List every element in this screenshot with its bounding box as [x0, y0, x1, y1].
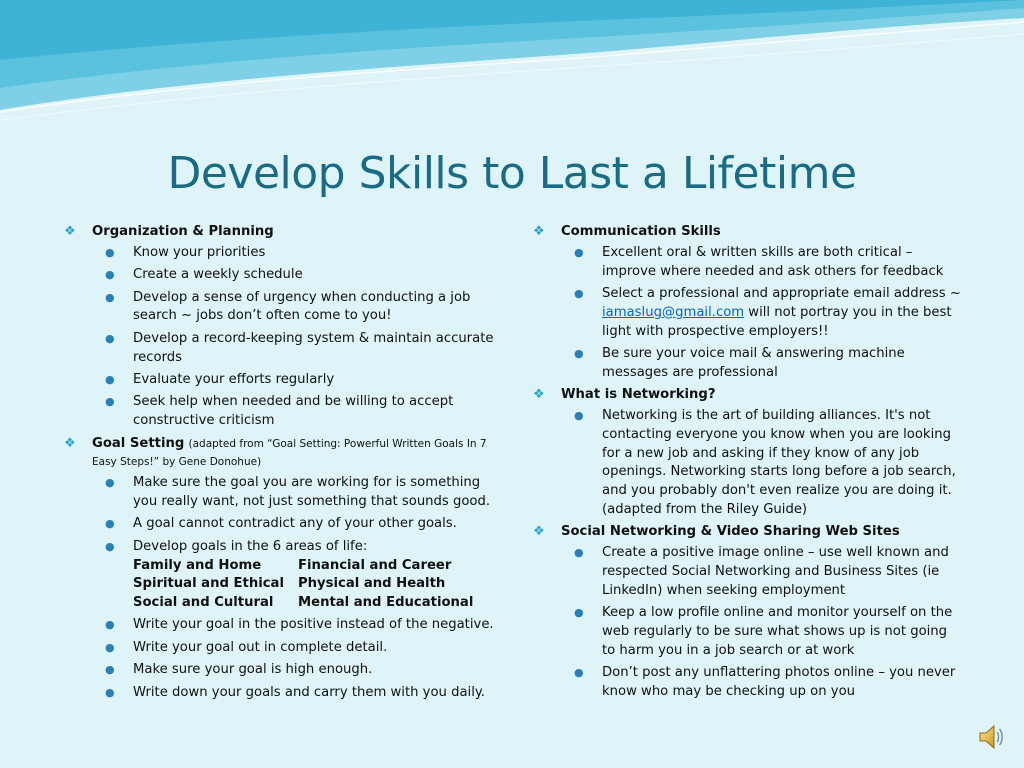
round-bullet-icon: ● [105, 640, 115, 654]
round-bullet-icon: ● [574, 606, 584, 620]
round-bullet-icon: ● [105, 517, 115, 531]
section-heading: Goal Setting [92, 435, 185, 451]
round-bullet-icon: ● [105, 290, 115, 304]
round-bullet-icon: ● [574, 346, 584, 360]
organization-list [64, 244, 494, 431]
right-column [533, 220, 963, 705]
list-item: ● Write down your goals and carry them with you daily. [105, 684, 494, 703]
list-item: ● Make sure the goal you are working for is something you really want, not just something that sounds good. [105, 474, 494, 512]
section-heading: Organization & Planning [92, 224, 274, 239]
life-area: Family and Home [133, 557, 262, 573]
round-bullet-icon: ● [105, 331, 115, 345]
section-heading: Social Networking & Video Sharing Web Sites [561, 524, 900, 540]
list-item: ● Develop a sense of urgency when conducting a job search ~ jobs don’t often come to you! [105, 289, 494, 327]
life-area: Social and Cultural [133, 595, 274, 611]
list-item: ● Networking is the art of building alliances. It's not contacting everyone you know when you are looking for a new job and asking if they know of any job openings. Networking starts long before a job search, and you probably don't even realize you are doing it. (adapted from the Riley Guide) [574, 407, 963, 520]
list-item: ● Select a professional and appropriate email address ~ iamaslug@gmail.com will not portray you in the best light with prospective employers!! [574, 285, 963, 341]
round-bullet-icon: ● [105, 539, 115, 553]
round-bullet-icon: ● [105, 395, 115, 409]
round-bullet-icon: ● [105, 685, 115, 699]
list-item: ● Don’t post any unflattering photos online – you never know who may be checking up on you [574, 664, 963, 702]
list-item: ● Write your goal in the positive instead of the negative. [105, 616, 494, 635]
round-bullet-icon: ● [105, 372, 115, 386]
round-bullet-icon: ● [574, 546, 584, 560]
list-item: ● Develop a record-keeping system & maintain accurate records [105, 330, 494, 368]
section-networking [533, 386, 963, 405]
social-list [533, 544, 963, 702]
list-item: ● Evaluate your efforts regularly [105, 371, 494, 390]
round-bullet-icon: ● [105, 245, 115, 259]
list-item: ● Make sure your goal is high enough. [105, 661, 494, 680]
section-communication-skills [533, 223, 963, 242]
diamond-cluster-icon: ❖ [533, 224, 545, 239]
section-organization-planning [64, 223, 494, 242]
round-bullet-icon: ● [574, 286, 584, 300]
round-bullet-icon: ● [574, 666, 584, 680]
section-goal-setting [64, 435, 494, 473]
list-item: ● Excellent oral & written skills are both critical – improve where needed and ask others for feedback [574, 244, 963, 282]
life-area: Mental and Educational [298, 595, 474, 611]
diamond-cluster-icon: ❖ [533, 524, 545, 540]
diamond-cluster-icon: ❖ [64, 224, 76, 239]
section-heading: Communication Skills [561, 224, 721, 239]
speaker-icon[interactable] [978, 722, 1004, 752]
goal-list [64, 474, 494, 702]
round-bullet-icon: ● [574, 408, 584, 422]
round-bullet-icon: ● [105, 268, 115, 282]
diamond-cluster-icon: ❖ [64, 435, 76, 451]
section-social-networking [533, 523, 963, 542]
list-item: ● Develop goals in the 6 areas of life: Family and Home Financial and Career Spiritual and Ethical Physical and Health Social and Cultural Mental and Educational [105, 538, 494, 613]
communication-list [533, 244, 963, 383]
list-item: ● Seek help when needed and be willing to accept constructive criticism [105, 393, 494, 431]
networking-list [533, 407, 963, 520]
diamond-cluster-icon: ❖ [533, 387, 545, 403]
life-area: Financial and Career [298, 557, 452, 573]
list-item: ● Keep a low profile online and monitor yourself on the web regularly to be sure what shows up is not going to harm you in a job search or at work [574, 604, 963, 660]
header-wave-decoration [0, 0, 1024, 130]
round-bullet-icon: ● [105, 618, 115, 632]
life-areas-grid [133, 557, 494, 613]
list-item: ● Create a weekly schedule [105, 266, 494, 285]
list-item: ● Know your priorities [105, 244, 494, 263]
life-area: Physical and Health [298, 576, 446, 592]
round-bullet-icon: ● [574, 245, 584, 259]
round-bullet-icon: ● [105, 663, 115, 677]
list-item: ● Be sure your voice mail & answering machine messages are professional [574, 345, 963, 383]
section-heading: What is Networking? [561, 387, 716, 403]
left-column [64, 220, 494, 706]
round-bullet-icon: ● [105, 476, 115, 490]
source-note: (adapted from “Goal Setting: Powerful Written Goals In 7 Easy Steps!” by Gene Donohue) [92, 437, 487, 469]
slide-title: Develop Skills to Last a Lifetime [167, 148, 857, 199]
life-area: Spiritual and Ethical [133, 576, 284, 592]
list-item: ● Write your goal out in complete detail. [105, 639, 494, 658]
list-item: ● A goal cannot contradict any of your other goals. [105, 515, 494, 534]
email-link[interactable]: iamaslug@gmail.com [602, 304, 745, 320]
list-item: ● Create a positive image online – use well known and respected Social Networking and Business Sites (ie LinkedIn) when seeking employment [574, 544, 963, 600]
